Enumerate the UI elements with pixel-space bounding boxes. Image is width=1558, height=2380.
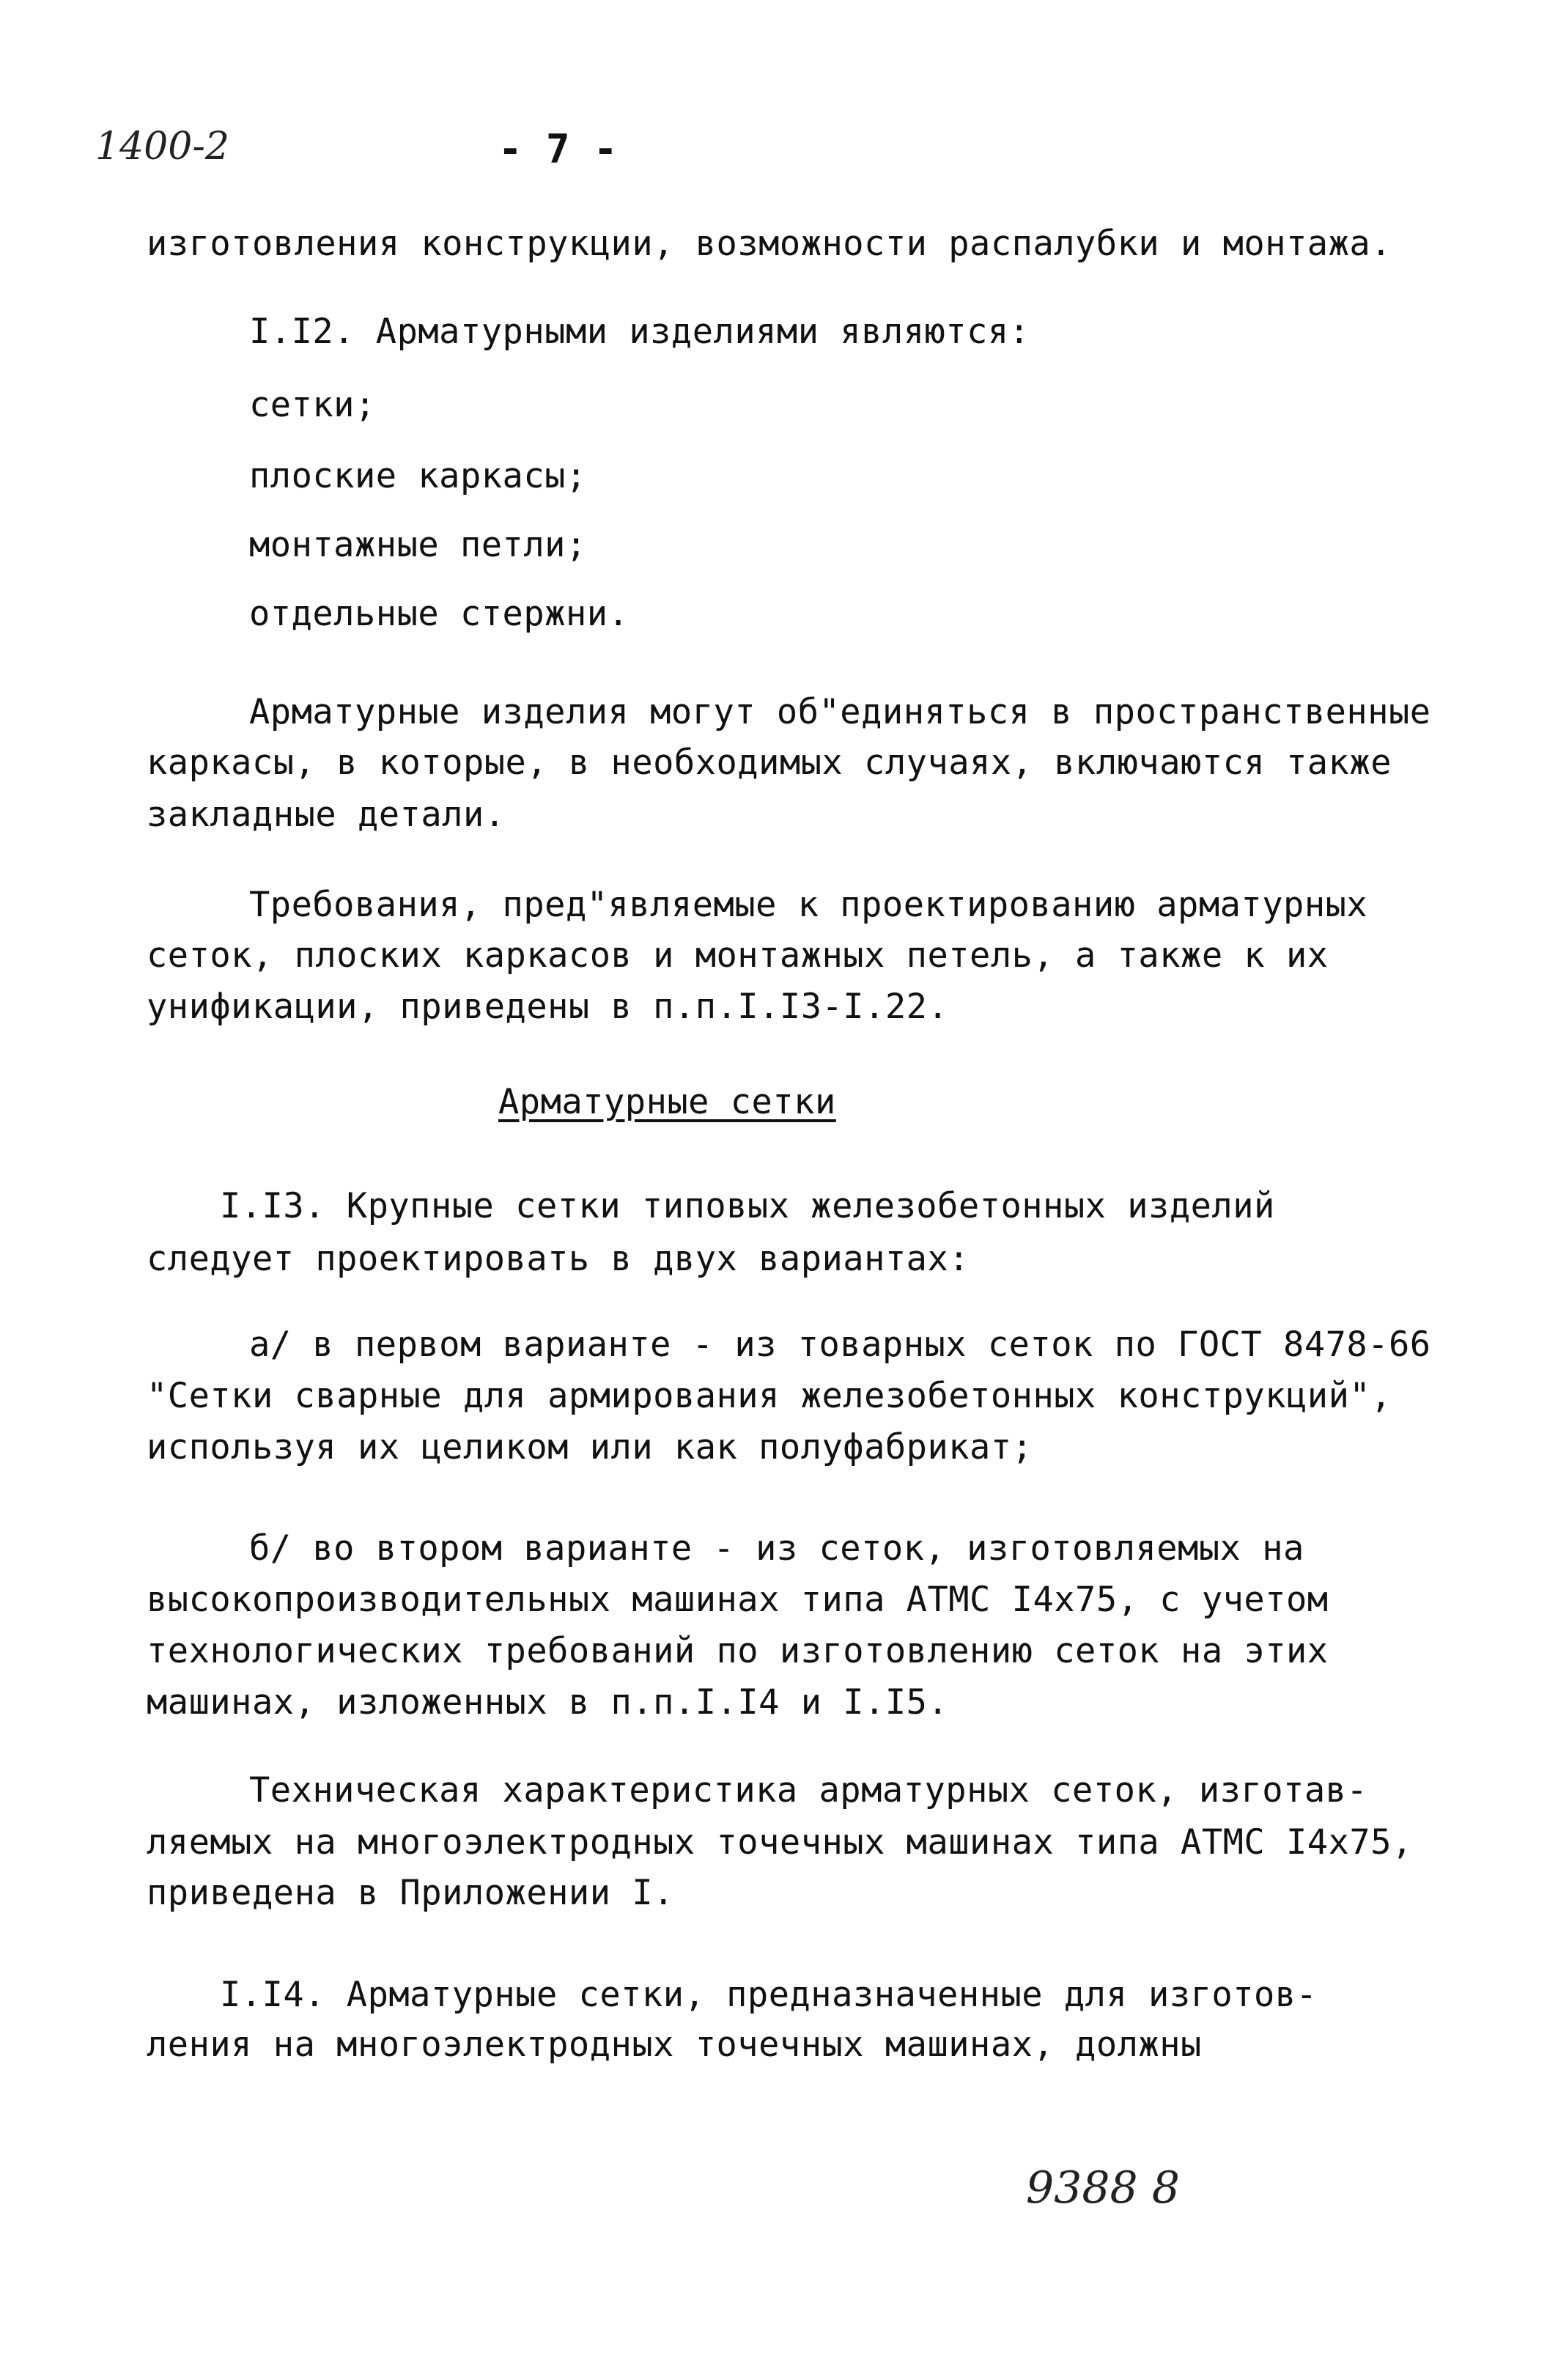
clause-1-14: I.I4. Арматурные сетки, предназначенные для изготов- xyxy=(220,1975,1318,2015)
text-line: Арматурные изделия могут об"единяться в пространственные xyxy=(249,692,1431,732)
list-item: плоские каркасы; xyxy=(249,456,587,496)
text-line: Техническая характеристика арматурных сеток, изготав- xyxy=(249,1770,1368,1810)
text-line: машинах, изложенных в п.п.I.I4 и I.I5. xyxy=(147,1682,949,1723)
text-line: "Сетки сварные для армирования железобетонных конструкций", xyxy=(147,1376,1392,1416)
text-line: б/ во втором варианте - из сеток, изготовляемых на xyxy=(249,1528,1304,1569)
text-line: Требования, пред"являемые к проектированию арматурных xyxy=(249,885,1368,925)
text-line: высокопроизводительных машинах типа АТМС I4x75, с учетом xyxy=(147,1580,1329,1620)
text-line: изготовления конструкции, возможности распалубки и монтажа. xyxy=(147,224,1392,264)
page-number: - 7 - xyxy=(498,126,618,172)
text-line: приведена в Приложении I. xyxy=(147,1873,674,1913)
text-line: используя их целиком или как полуфабрикат; xyxy=(147,1427,1033,1467)
text-line: каркасы, в которые, в необходимых случаях, включаются также xyxy=(147,743,1392,783)
text-line: следует проектировать в двух вариантах: xyxy=(147,1239,970,1279)
clause-1-13: I.I3. Крупные сетки типовых железобетонных изделий xyxy=(220,1186,1275,1226)
handwritten-note: 9388 8 xyxy=(1026,2162,1180,2214)
document-code: 1400-2 xyxy=(95,125,229,169)
list-item: монтажные петли; xyxy=(249,525,587,565)
text-line: технологических требований по изготовлению сеток на этих xyxy=(147,1631,1329,1671)
text-line: сеток, плоских каркасов и монтажных петель, а также к их xyxy=(147,935,1329,976)
text-line: ляемых на многоэлектродных точечных машинах типа АТМС I4x75, xyxy=(147,1822,1413,1863)
text-line: закладные детали. xyxy=(147,795,506,835)
text-line: унификации, приведены в п.п.I.I3-I.22. xyxy=(147,987,949,1027)
list-item: сетки; xyxy=(249,385,376,425)
section-heading: Арматурные сетки xyxy=(498,1082,836,1122)
text-line: ления на многоэлектродных точечных машинах, должны xyxy=(147,2025,1202,2065)
list-item: отдельные стержни. xyxy=(249,594,630,634)
clause-1-12-intro: I.I2. Арматурными изделиями являются: xyxy=(249,312,1030,352)
text-line: а/ в первом варианте - из товарных сеток по ГОСТ 8478-66 xyxy=(249,1325,1431,1365)
